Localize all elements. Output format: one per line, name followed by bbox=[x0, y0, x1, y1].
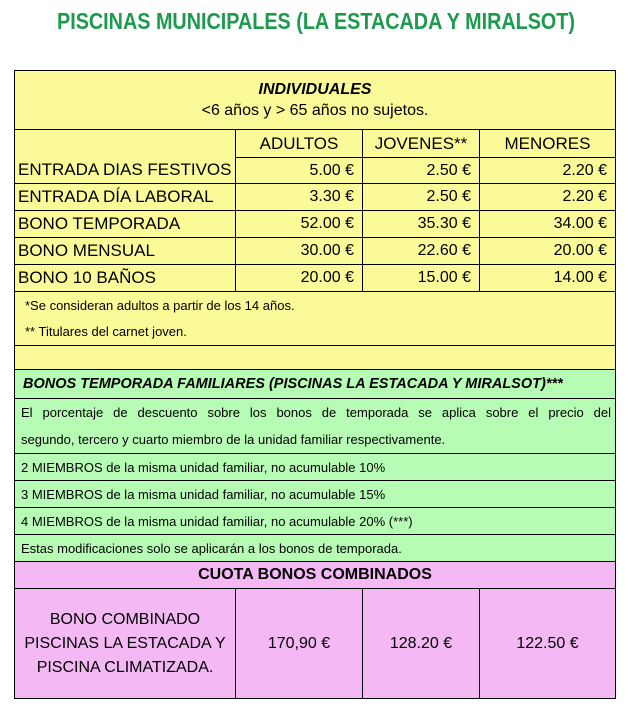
price-cell: 2.50 € bbox=[363, 184, 480, 211]
familiares-text: segundo, tercero y cuarto miembro de la unidad familiar respectivamente. bbox=[15, 427, 616, 454]
note-carnet-joven: ** Titulares del carnet joven. bbox=[15, 319, 616, 346]
familiares-row bbox=[15, 427, 616, 454]
individuales-subtitle: <6 años y > 65 años no sujetos. bbox=[201, 102, 429, 119]
row-label: ENTRADA DIAS FESTIVOS bbox=[15, 158, 236, 184]
column-header-empty bbox=[15, 130, 236, 158]
table-row bbox=[15, 184, 616, 211]
price-cell: 2.20 € bbox=[480, 184, 616, 211]
combinados-price-jovenes: 128.20 € bbox=[363, 589, 480, 699]
price-cell: 5.00 € bbox=[236, 158, 363, 184]
price-cell: 3.30 € bbox=[236, 184, 363, 211]
familiares-row bbox=[15, 399, 616, 427]
combinados-label-line: PISCINA CLIMATIZADA. bbox=[36, 658, 214, 676]
price-cell: 20.00 € bbox=[236, 265, 363, 292]
price-cell: 20.00 € bbox=[480, 238, 616, 265]
familiares-row bbox=[15, 508, 616, 535]
familiares-row bbox=[15, 535, 616, 562]
page-title: PISCINAS MUNICIPALES (LA ESTACADA Y MIRALSOT) bbox=[57, 8, 575, 34]
familiares-discount-3: 3 MIEMBROS de la misma unidad familiar, no acumulable 15% bbox=[15, 481, 616, 508]
table-row bbox=[15, 211, 616, 238]
note-row bbox=[15, 292, 616, 319]
familiares-text: El porcentaje de descuento sobre los bonos de temporada se aplica sobre el precio del bbox=[15, 399, 616, 427]
individuales-header-row bbox=[15, 71, 616, 130]
combinados-label-line: BONO COMBINADO bbox=[49, 610, 201, 628]
price-cell: 22.60 € bbox=[363, 238, 480, 265]
familiares-discount-4: 4 MIEMBROS de la misma unidad familiar, no acumulable 20% (***) bbox=[15, 508, 616, 535]
price-table bbox=[14, 70, 616, 699]
familiares-row bbox=[15, 481, 616, 508]
price-cell: 14.00 € bbox=[480, 265, 616, 292]
familiares-note: Estas modificaciones solo se aplicarán a los bonos de temporada. bbox=[15, 535, 616, 562]
column-header-adultos: ADULTOS bbox=[236, 130, 363, 158]
familiares-title: BONOS TEMPORADA FAMILIARES (PISCINAS LA ESTACADA Y MIRALSOT)*** bbox=[15, 370, 616, 399]
price-cell: 34.00 € bbox=[480, 211, 616, 238]
price-cell: 15.00 € bbox=[363, 265, 480, 292]
note-adults: *Se consideran adultos a partir de los 14 años. bbox=[15, 292, 616, 319]
row-label: BONO 10 BAÑOS bbox=[15, 265, 236, 292]
combinados-label bbox=[15, 589, 236, 699]
price-cell: 2.20 € bbox=[480, 158, 616, 184]
combinados-price-adultos: 170,90 € bbox=[236, 589, 363, 699]
combinados-header-row bbox=[15, 562, 616, 589]
combinados-title: CUOTA BONOS COMBINADOS bbox=[15, 562, 616, 589]
combinados-label-line: PISCINAS LA ESTACADA Y bbox=[24, 634, 226, 652]
familiares-row bbox=[15, 454, 616, 481]
row-label: ENTRADA DÍA LABORAL bbox=[15, 184, 236, 211]
note-row bbox=[15, 319, 616, 346]
individuales-header bbox=[15, 71, 616, 130]
column-header-row bbox=[15, 130, 616, 158]
spacer-cell bbox=[15, 346, 616, 370]
column-header-menores: MENORES bbox=[480, 130, 616, 158]
price-cell: 52.00 € bbox=[236, 211, 363, 238]
table-row bbox=[15, 158, 616, 184]
spacer-row bbox=[15, 346, 616, 370]
price-cell: 2.50 € bbox=[363, 158, 480, 184]
row-label: BONO TEMPORADA bbox=[15, 211, 236, 238]
individuales-title: INDIVIDUALES bbox=[258, 81, 372, 98]
table-row bbox=[15, 265, 616, 292]
familiares-header-row bbox=[15, 370, 616, 399]
row-label: BONO MENSUAL bbox=[15, 238, 236, 265]
familiares-discount-2: 2 MIEMBROS de la misma unidad familiar, no acumulable 10% bbox=[15, 454, 616, 481]
combinados-row bbox=[15, 589, 616, 699]
price-cell: 30.00 € bbox=[236, 238, 363, 265]
column-header-jovenes: JOVENES** bbox=[363, 130, 480, 158]
table-row bbox=[15, 238, 616, 265]
combinados-price-menores: 122.50 € bbox=[480, 589, 616, 699]
price-cell: 35.30 € bbox=[363, 211, 480, 238]
